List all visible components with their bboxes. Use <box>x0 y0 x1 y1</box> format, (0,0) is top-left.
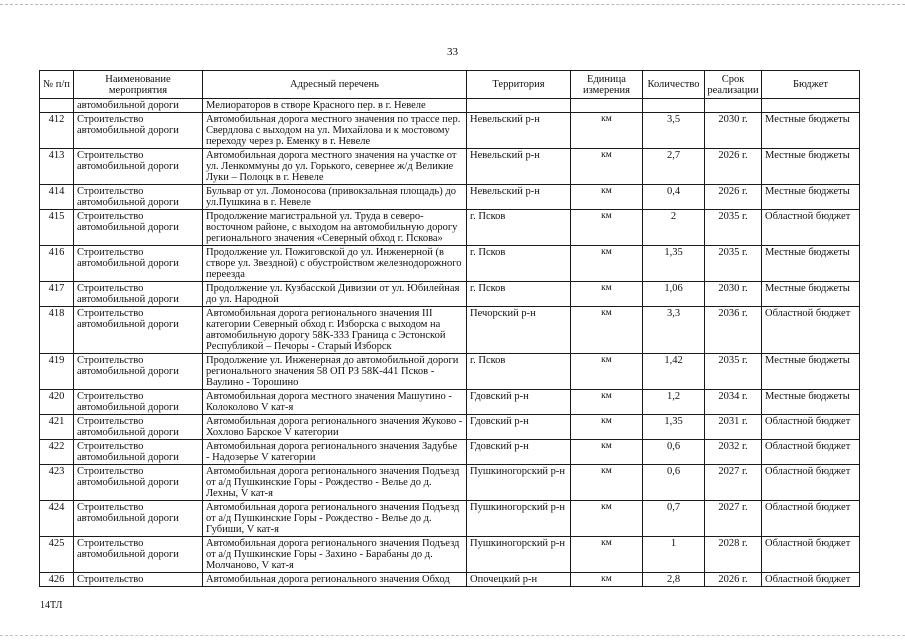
cell-unit: км <box>571 573 643 587</box>
cell-territory: Гдовский р-н <box>467 440 571 465</box>
cell-territory: Гдовский р-н <box>467 415 571 440</box>
header-budget: Бюджет <box>762 71 860 99</box>
table-row <box>40 440 860 465</box>
table-row <box>40 185 860 210</box>
cell-address: Автомобильная дорога местного значения Машутино - Колоколово V кат-я <box>203 390 467 415</box>
cell-term: 2028 г. <box>705 537 762 573</box>
cell-num <box>40 99 74 113</box>
cell-name: Строительство автомобильной дороги <box>74 440 203 465</box>
cell-territory <box>467 99 571 113</box>
cell-unit: км <box>571 465 643 501</box>
cell-name: Строительство автомобильной дороги <box>74 185 203 210</box>
cell-territory: г. Псков <box>467 282 571 307</box>
cell-name: Строительство автомобильной дороги <box>74 465 203 501</box>
cell-term: 2027 г. <box>705 465 762 501</box>
cell-term: 2034 г. <box>705 390 762 415</box>
cell-num: 416 <box>40 246 74 282</box>
cell-term: 2036 г. <box>705 307 762 354</box>
cell-territory: Пушкиногорский р-н <box>467 537 571 573</box>
cell-budget: Местные бюджеты <box>762 354 860 390</box>
cell-address: Продолжение ул. Кузбасской Дивизии от ул. Юбилейная до ул. Народной <box>203 282 467 307</box>
cell-name: Строительство автомобильной дороги <box>74 415 203 440</box>
cell-quantity: 1,35 <box>643 246 705 282</box>
cell-unit: км <box>571 149 643 185</box>
cell-unit: км <box>571 282 643 307</box>
cell-name: Строительство автомобильной дороги <box>74 149 203 185</box>
cell-budget: Местные бюджеты <box>762 185 860 210</box>
header-address: Адресный перечень <box>203 71 467 99</box>
cell-address: Автомобильная дорога местного значения по трассе пер. Свердлова с выходом на ул. Михайлова и к мостовому переходу через р. Еменку в г. Невеле <box>203 113 467 149</box>
cell-num: 412 <box>40 113 74 149</box>
cell-territory: Печорский р-н <box>467 307 571 354</box>
cell-term: 2035 г. <box>705 210 762 246</box>
cell-budget: Местные бюджеты <box>762 149 860 185</box>
table-header-row <box>40 71 860 99</box>
cell-quantity: 1,42 <box>643 354 705 390</box>
cell-budget: Областной бюджет <box>762 210 860 246</box>
cell-unit <box>571 99 643 113</box>
table-row <box>40 354 860 390</box>
cell-territory: г. Псков <box>467 354 571 390</box>
cell-name: автомобильной дороги <box>74 99 203 113</box>
cell-territory: Пушкиногорский р-н <box>467 501 571 537</box>
table-row <box>40 246 860 282</box>
cell-num: 414 <box>40 185 74 210</box>
cell-name: Строительство автомобильной дороги <box>74 307 203 354</box>
header-quantity: Количество <box>643 71 705 99</box>
table-row <box>40 390 860 415</box>
scan-edge-bottom <box>0 635 905 636</box>
cell-address: Автомобильная дорога регионального значения Подъезд от а/д Пушкинские Горы - Захино - Барабаны до д. Молчаново, V кат-я <box>203 537 467 573</box>
cell-budget: Областной бюджет <box>762 465 860 501</box>
scan-edge-top <box>0 4 905 5</box>
table-row <box>40 210 860 246</box>
cell-num: 419 <box>40 354 74 390</box>
page-number: 33 <box>447 46 458 58</box>
cell-quantity: 2,7 <box>643 149 705 185</box>
cell-term: 2035 г. <box>705 354 762 390</box>
cell-unit: км <box>571 415 643 440</box>
cell-quantity: 1 <box>643 537 705 573</box>
table-row <box>40 113 860 149</box>
cell-address: Мелиораторов в створе Красного пер. в г. Невеле <box>203 99 467 113</box>
cell-budget: Областной бюджет <box>762 537 860 573</box>
cell-territory: г. Псков <box>467 210 571 246</box>
cell-budget: Областной бюджет <box>762 415 860 440</box>
cell-address: Автомобильная дорога регионального значения Задубье - Надозерье V категории <box>203 440 467 465</box>
cell-address: Автомобильная дорога регионального значения Подъезд от а/д Пушкинские Горы - Рождество - Велье до д. Губиши, V кат-я <box>203 501 467 537</box>
cell-address: Продолжение магистральной ул. Труда в северо-восточном районе, с выходом на автомобильную дорогу регионального значения «Северный обход г. Пскова» <box>203 210 467 246</box>
cell-num: 413 <box>40 149 74 185</box>
cell-quantity: 0,4 <box>643 185 705 210</box>
cell-term: 2031 г. <box>705 415 762 440</box>
cell-quantity: 1,35 <box>643 415 705 440</box>
cell-unit: км <box>571 307 643 354</box>
cell-address: Автомобильная дорога регионального значения III категории Северный обход г. Изборска с выходом на автомобильную дорогу 58К-333 Граница с Эстонской Республикой – Печоры - Старый Изборск <box>203 307 467 354</box>
cell-unit: км <box>571 354 643 390</box>
cell-quantity: 3,5 <box>643 113 705 149</box>
cell-num: 425 <box>40 537 74 573</box>
footer-code: 14ТЛ <box>40 600 63 611</box>
cell-term: 2026 г. <box>705 185 762 210</box>
cell-address: Автомобильная дорога регионального значения Жуково - Хохлово Барское V категории <box>203 415 467 440</box>
cell-address: Бульвар от ул. Ломоносова (привокзальная площадь) до ул.Пушкина в г. Невеле <box>203 185 467 210</box>
cell-territory: Пушкиногорский р-н <box>467 465 571 501</box>
cell-quantity: 1,2 <box>643 390 705 415</box>
cell-term: 2030 г. <box>705 113 762 149</box>
cell-unit: км <box>571 185 643 210</box>
cell-term: 2032 г. <box>705 440 762 465</box>
cell-num: 423 <box>40 465 74 501</box>
cell-num: 418 <box>40 307 74 354</box>
cell-territory: Невельский р-н <box>467 113 571 149</box>
cell-name: Строительство автомобильной дороги <box>74 210 203 246</box>
cell-unit: км <box>571 113 643 149</box>
cell-budget: Областной бюджет <box>762 501 860 537</box>
cell-num: 415 <box>40 210 74 246</box>
cell-budget: Областной бюджет <box>762 440 860 465</box>
measures-table <box>39 70 860 587</box>
cell-term: 2030 г. <box>705 282 762 307</box>
cell-budget <box>762 99 860 113</box>
table-row <box>40 99 860 113</box>
table-row <box>40 307 860 354</box>
table-row <box>40 282 860 307</box>
cell-num: 421 <box>40 415 74 440</box>
cell-name: Строительство автомобильной дороги <box>74 537 203 573</box>
table-row <box>40 149 860 185</box>
cell-budget: Областной бюджет <box>762 307 860 354</box>
cell-address: Продолжение ул. Инженерная до автомобильной дороги регионального значения 58 ОП РЗ 58К-441 Псков - Ваулино - Торошино <box>203 354 467 390</box>
cell-name: Строительство автомобильной дороги <box>74 354 203 390</box>
table-row <box>40 573 860 587</box>
cell-budget: Местные бюджеты <box>762 390 860 415</box>
cell-address: Продолжение ул. Пожиговской до ул. Инженерной (в створе ул. Звездной) с обустройством железнодорожного переезда <box>203 246 467 282</box>
cell-num: 426 <box>40 573 74 587</box>
cell-term: 2027 г. <box>705 501 762 537</box>
table-row <box>40 537 860 573</box>
header-territory: Территория <box>467 71 571 99</box>
header-name: Наименование мероприятия <box>74 71 203 99</box>
cell-quantity: 0,6 <box>643 440 705 465</box>
table-row <box>40 465 860 501</box>
cell-unit: км <box>571 501 643 537</box>
table-row <box>40 501 860 537</box>
table-row <box>40 415 860 440</box>
cell-quantity: 0,6 <box>643 465 705 501</box>
cell-territory: Опочецкий р-н <box>467 573 571 587</box>
cell-budget: Местные бюджеты <box>762 282 860 307</box>
cell-num: 417 <box>40 282 74 307</box>
cell-unit: км <box>571 390 643 415</box>
cell-address: Автомобильная дорога регионального значения Подъезд от а/д Пушкинские Горы - Рождество - Велье до д. Лехны, V кат-я <box>203 465 467 501</box>
cell-quantity: 3,3 <box>643 307 705 354</box>
cell-term: 2026 г. <box>705 149 762 185</box>
cell-term: 2026 г. <box>705 573 762 587</box>
cell-quantity: 2,8 <box>643 573 705 587</box>
cell-territory: Невельский р-н <box>467 185 571 210</box>
cell-address: Автомобильная дорога местного значения на участке от ул. Ленкоммуны до ул. Горького, севернее ж/д Великие Луки – Полоцк в г. Невеле <box>203 149 467 185</box>
header-unit: Единица измерения <box>571 71 643 99</box>
cell-num: 424 <box>40 501 74 537</box>
cell-unit: км <box>571 440 643 465</box>
cell-territory: г. Псков <box>467 246 571 282</box>
cell-quantity: 2 <box>643 210 705 246</box>
cell-name: Строительство автомобильной дороги <box>74 501 203 537</box>
cell-territory: Гдовский р-н <box>467 390 571 415</box>
cell-budget: Местные бюджеты <box>762 113 860 149</box>
header-num: № п/п <box>40 71 74 99</box>
cell-num: 420 <box>40 390 74 415</box>
cell-term: 2035 г. <box>705 246 762 282</box>
header-term: Срок реализации <box>705 71 762 99</box>
cell-territory: Невельский р-н <box>467 149 571 185</box>
cell-quantity <box>643 99 705 113</box>
cell-name: Строительство автомобильной дороги <box>74 282 203 307</box>
cell-term <box>705 99 762 113</box>
cell-num: 422 <box>40 440 74 465</box>
cell-name: Строительство автомобильной дороги <box>74 246 203 282</box>
cell-quantity: 0,7 <box>643 501 705 537</box>
cell-name: Строительство <box>74 573 203 587</box>
cell-budget: Областной бюджет <box>762 573 860 587</box>
cell-address: Автомобильная дорога регионального значения Обход <box>203 573 467 587</box>
cell-quantity: 1,06 <box>643 282 705 307</box>
cell-unit: км <box>571 246 643 282</box>
cell-budget: Местные бюджеты <box>762 246 860 282</box>
cell-unit: км <box>571 210 643 246</box>
cell-name: Строительство автомобильной дороги <box>74 390 203 415</box>
cell-unit: км <box>571 537 643 573</box>
cell-name: Строительство автомобильной дороги <box>74 113 203 149</box>
